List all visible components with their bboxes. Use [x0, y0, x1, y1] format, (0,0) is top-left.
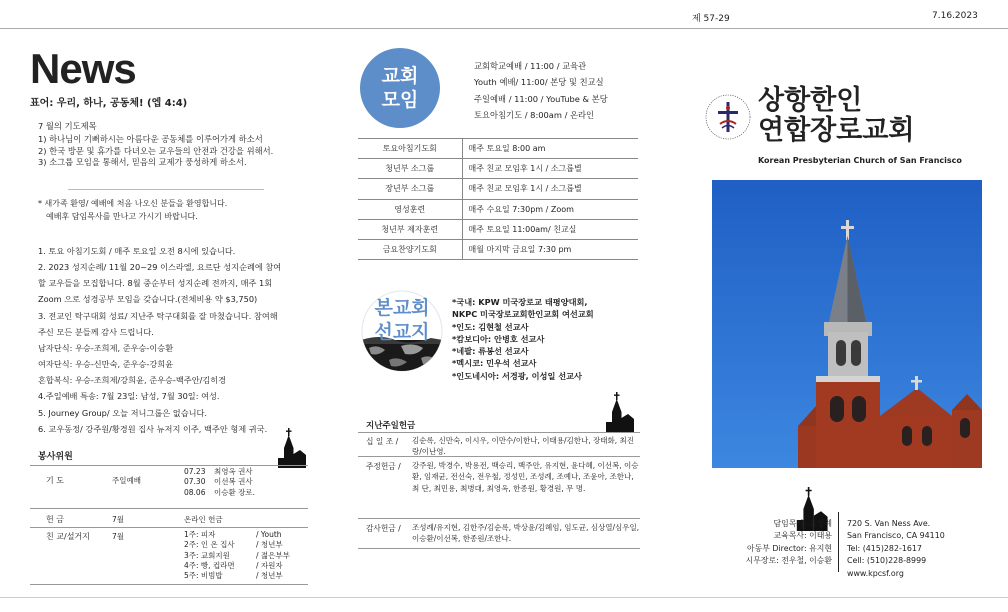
service-fellowship-label: 친 교/설거지	[46, 532, 90, 541]
worship-service-line: Youth 예배/ 11:00/ 본당 및 친교실	[474, 77, 604, 88]
prayer-person: 이승환 장로.	[214, 487, 255, 497]
offering-label: 십 일 조 /	[366, 437, 399, 446]
fellowship-group: / 청년부	[256, 540, 283, 550]
table-row	[358, 199, 638, 219]
prayer-item: 1) 하나님이 기뻐하시는 아름다운 공동체를 이루어가게 하소서	[38, 133, 263, 144]
footer-divider	[0, 597, 1008, 598]
notice-line: 주신 모든 분들께 감사 드립니다.	[38, 326, 154, 337]
meeting-time: 매주 토요일 11:00am/ 친교실	[462, 219, 638, 239]
table-row	[358, 179, 638, 199]
church-silhouette-icon	[602, 392, 634, 432]
worship-badge-line: 교회	[381, 65, 419, 87]
fellowship-group: / 자원자	[256, 561, 283, 571]
staff-line: 시무장로: 전우철, 이승환	[745, 556, 832, 566]
prayer-date: 08.06	[184, 487, 206, 497]
presbyterian-seal-logo	[702, 88, 754, 146]
prayer-dates	[184, 467, 205, 498]
divider	[68, 189, 264, 190]
notice-line: 여자단식: 우승-신만숙, 준우승-강희윤	[38, 359, 174, 370]
service-prayer-sub: 주일예배	[112, 476, 141, 485]
offering-label: 주정헌금 /	[366, 462, 401, 471]
contact-info	[847, 518, 945, 580]
offering-title: 지난주일헌금	[366, 421, 416, 431]
prayer-item: 3) 소그룹 모임을 통해서, 믿음의 교제가 풍성하게 하소서.	[38, 157, 247, 168]
worship-badge-line: 모임	[381, 89, 419, 111]
motto: 표어: 우리, 하나, 공동체! (엡 4:4)	[30, 98, 188, 109]
mission-line: *캄보디아: 안병호 선교사	[452, 333, 545, 344]
divider	[30, 584, 308, 585]
meeting-name: 영성훈련	[358, 199, 462, 219]
fellowship-group: / 청년부	[256, 571, 283, 581]
offering-label: 감사헌금 /	[366, 524, 401, 533]
church-name-line: 상항한인	[758, 85, 863, 116]
missions-badge-line: 본교회	[374, 297, 430, 319]
divider	[30, 527, 308, 528]
mission-line: *국내: KPW 미국장로교 태평양대회,	[452, 297, 588, 307]
church-name-line: 연합장로교회	[758, 115, 915, 146]
divider	[358, 432, 640, 433]
prayer-date: 07.30	[184, 477, 206, 487]
meeting-name: 청년부 제자훈련	[358, 219, 462, 239]
prayer-section	[38, 121, 308, 169]
prayer-date: 07.23	[184, 467, 206, 476]
meeting-time: 매주 수요일 7:30pm / Zoom	[462, 199, 638, 219]
meeting-name: 청년부 소그룹	[358, 159, 462, 179]
meeting-name: 토요아침기도회	[358, 139, 462, 159]
worship-service-line: 교회학교예배 / 11:00 / 교육관	[474, 61, 587, 71]
church-silhouette-icon	[274, 428, 306, 468]
divider	[838, 512, 839, 572]
divider	[30, 508, 308, 509]
meeting-name: 금요찬양기도회	[358, 239, 462, 259]
meeting-name: 장년부 소그룹	[358, 179, 462, 199]
mission-line: *멕시코: 민우석 선교사	[452, 358, 537, 369]
offering-names: 김순록, 신만숙, 이시우, 이만수/이한나, 이태용/김한나, 장태화, 최진랑/이난영.	[412, 436, 635, 457]
table-row	[358, 219, 638, 239]
issue-date: 7.16.2023	[932, 11, 978, 21]
divider	[358, 456, 640, 457]
service-prayer-label: 기 도	[46, 476, 64, 485]
address-line: 720 S. Van Ness Ave.	[847, 519, 931, 528]
offering-names: 조성례/유지현, 김한주/김순록, 박상윤/김혜임, 임도균, 심상열/심우일, 이승환/이선복, 한종원/조한나.	[412, 523, 640, 544]
website-link[interactable]: www.kpcsf.org	[847, 568, 904, 578]
prayer-person: 최영옥 권사	[214, 467, 253, 476]
divider	[358, 548, 640, 549]
offering-names: 강주원, 박경수, 박용전, 백승리, 백주안, 유지현, 윤다혜, 이선복, 이승환, 임재균, 전선숙, 전우철, 정성민, 조성례, 조예나, 조윤아, 조한나, 최 단, 최민용, 최병대, 최영옥, 한종원, 황경원, 무 명.	[412, 461, 639, 493]
staff-line: 담임목사: 조성례	[773, 519, 832, 528]
mission-line: *인도네시아: 서경광, 이성일 선교사	[452, 370, 582, 381]
worship-services	[474, 58, 608, 123]
meeting-time: 매월 마지막 금요일 7:30 pm	[462, 239, 638, 259]
table-row	[358, 139, 638, 159]
address-line: San Francisco, CA 94110	[847, 531, 945, 541]
fellowship-item: 3주: 교회지원	[184, 550, 230, 560]
phone-line: Tel: (415)282-1617	[847, 543, 922, 553]
service-committee-title: 봉사위원	[38, 452, 73, 462]
meeting-time: 매주 친교 모임후 1시 / 소그룹별	[462, 179, 638, 199]
phone-line: Cell: (510)228-8999	[847, 556, 927, 566]
prayer-people	[214, 467, 255, 498]
notice-line: 남자단식: 우승-조희제, 준우승-이승환	[38, 342, 174, 353]
divider	[30, 465, 308, 466]
service-offering-label: 헌 금	[46, 515, 64, 524]
church-name-english: Korean Presbyterian Church of San Francisco	[758, 156, 962, 165]
notice-line: 3. 전교인 탁구대회 성료/ 지난주 탁구대회를 잘 마쳤습니다. 참여해	[38, 310, 278, 321]
mission-line: NKPC 미국장로교회한인교회 여선교회	[452, 309, 594, 320]
fellowship-item: 4주: 빵, 컵라면	[184, 561, 235, 571]
church-name-korean	[758, 86, 915, 146]
issue-number: 제 57-29	[692, 14, 730, 24]
table-row	[358, 159, 638, 179]
missions-badge	[361, 296, 443, 344]
news-title: News	[30, 45, 136, 92]
notice-line: 2. 2023 성지순례/ 11월 20~29 이스라엘, 요르단 성지순례에 참여	[38, 262, 282, 273]
notice-line: 혼합복식: 우승-조희제/강희윤, 준우승-백주안/김히경	[38, 375, 227, 386]
mission-line: *네팔: 류봉선 선교사	[452, 346, 529, 357]
staff-line: 교육목사: 이태용	[773, 531, 832, 541]
service-offering-month: 7월	[112, 515, 125, 524]
prayer-person: 이선복 권사	[214, 477, 253, 487]
notice-line: 5. Journey Group/ 오늘 저니그룹은 없습니다.	[38, 407, 208, 418]
header-divider	[0, 28, 1008, 29]
worship-badge	[360, 48, 440, 128]
prayer-item: 2) 한국 방문 및 휴가를 다녀오는 교우들의 안전과 건강을 위해서.	[38, 145, 274, 156]
divider	[358, 518, 640, 519]
welcome-note	[38, 197, 308, 223]
meeting-schedule-table	[358, 138, 638, 260]
fellowship-item: 1주: 피자	[184, 530, 216, 539]
welcome-line: * 새가족 환영/ 예배에 처음 나오신 분들을 환영합니다.	[38, 199, 228, 208]
meeting-time: 매주 친교 모임후 1시 / 소그룹별	[462, 159, 638, 179]
notice-list	[38, 243, 308, 437]
service-fellowship-month: 7월	[112, 532, 125, 541]
notice-line: 1. 토요 아침기도회 / 매주 토요일 오전 8시에 있습니다.	[38, 246, 236, 256]
service-offering-value: 온라인 헌금	[184, 515, 223, 524]
notice-line: 6. 교우동정/ 강주원/황경원 집사 뉴저지 이주, 백주안 형제 귀국.	[38, 423, 268, 434]
missions-list	[452, 296, 594, 382]
fellowship-group: / 젊은부부	[256, 550, 290, 560]
fellowship-item: 2주: 인 온 집사	[184, 540, 235, 550]
staff-line: 아동부 Director: 유지현	[747, 543, 832, 553]
church-photo	[712, 180, 982, 468]
meeting-time: 매주 토요일 8:00 am	[462, 139, 638, 159]
notice-line: 4.주일예배 특송: 7월 23일: 남성, 7월 30일: 여성.	[38, 391, 220, 402]
prayer-title: 7 월의 기도제목	[38, 121, 97, 131]
fellowship-groups	[256, 530, 290, 582]
worship-service-line: 토요아침기도 / 8:00am / 온라인	[474, 110, 595, 121]
worship-service-line: 주일예배 / 11:00 / YouTube & 본당	[474, 93, 608, 104]
fellowship-item: 5주: 비빔밥	[184, 571, 223, 581]
mission-line: *인도: 김현철 선교사	[452, 321, 529, 332]
missions-badge-line: 선교지	[374, 321, 430, 343]
notice-line: Zoom 으로 성경공부 모임을 갖습니다.(전체비용 약 $3,750)	[38, 294, 258, 305]
fellowship-items	[184, 530, 235, 582]
staff-list	[718, 518, 832, 568]
fellowship-group: / Youth	[256, 530, 282, 539]
table-row	[358, 239, 638, 259]
notice-line: 할 교우들을 모집합니다. 8월 중순부터 성지순례 전까지, 매주 1회	[38, 278, 273, 289]
welcome-line: 예배후 담임목사를 만나고 가시기 바랍니다.	[46, 212, 198, 222]
